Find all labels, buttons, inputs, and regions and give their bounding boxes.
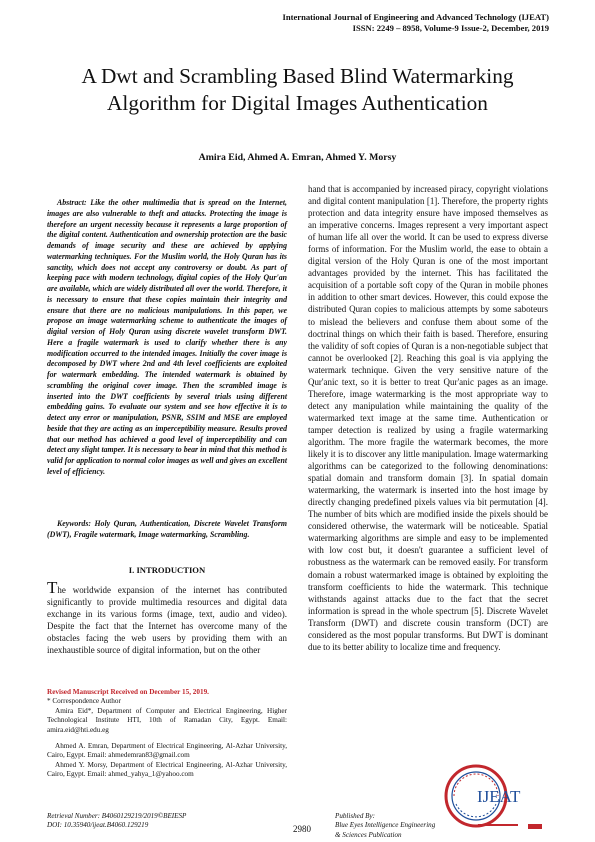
author1-affiliation: Amira Eid*, Department of Computer and Electrical Engineering, Higher Technological Institute HTI, 10th of Ramadan City, Egypt. Email: amira.eid@hti.edu.eg — [47, 706, 287, 734]
intro-body: he worldwide expansion of the internet has contributed significantly to provide multimedia resources and digital data exchange in its various forms (image, text, audio and video). Despite the fact that the Internet has overcome many of the obstacles facing the web users by providing them with an inexhaustible source of digital information, but on the other — [47, 585, 287, 656]
correspondence-note: * Correspondence Author — [47, 697, 121, 706]
retrieval-number: Retrieval Number: B4060129219/2019©BEIESP — [47, 812, 187, 820]
section-heading-introduction: I. INTRODUCTION — [128, 565, 206, 575]
right-column-text — [308, 183, 548, 653]
footer-publisher — [335, 812, 435, 840]
keywords — [47, 519, 287, 541]
issn-header: ISSN: 2249 – 8958, Volume-9 Issue-2, December, 2019 — [352, 23, 549, 33]
publisher-line2: & Sciences Publication — [335, 830, 402, 839]
right-column-body: hand that is accompanied by increased piracy, copyright violations and digital content manipulation [1]. Therefore, the property rights protection and data integrity ensure have imposed themselves as an imperative concerns. Images represent a very important aspect of human life all over the world. It can be used to express diverse forms of information. For the Muslim world, the ease to obtain a digital version of the Holy Quran is one of the most important advantages provided by the internet. This has facilitated the acquisition of a portable soft copy of the Quran in mobile phones in addition to other smart devices. However, this could expose the distributed Quran copies to malicious attempts by some saboteurs to mislead the believers and confuse them about some of the doctrinal things on which their faith is based. Therefore, ensuring the validity of soft copies of Quran is a non-negotiable subject that cannot be overlooked [2]. Reaching this goal is via applying the watermark technique. Given the very sensitive nature of the Qur'anic text, so it is better to treat Qur'anic pages as an image. Therefore, image watermarking is the most appropriate way to detect any manipulation while maintaining the quality of the watermarked text image at the same time. Authentication or tamper detection is realized by using a fragile watermarking algorithm. The more fragile the watermark becomes, the more likely it is to discover any little manipulation. Image watermarking algorithms can be categorized to the following denominations: spatial domain and transform domain [3]. In spatial domain watermarking, the watermark is inserted into the host image by directly changing predefined pixels values via bit permutation [4]. The number of bits which are modified inside the pixels should be considered otherwise, the watermark will be noticeable. Spatial watermarking algorithms are simple and easy to be implemented with low cost but, it doesn't guarantee a sufficient level of robustness as the watermark can be removed easily. For transform domain a robust watermarked image is obtained by exploiting the transform coefficients to hide the watermark. This technique withstands against attacks due to the fact that the secret information is spread in the whole spectrum [5]. Discrete Wavelet Transform (DWT) and discrete cousin transform (DCT) are considered as the most popular transforms. But DWT is dominant due to its better ability to localize time and frequency. — [308, 184, 548, 652]
ijeat-logo-seal — [440, 760, 550, 838]
doi: DOI: 10.35940/ijeat.B4060.129219 — [47, 821, 149, 830]
paper-authors: Amira Eid, Ahmed A. Emran, Ahmed Y. Morsy — [198, 152, 397, 163]
drop-cap: T — [47, 578, 58, 597]
author-footnotes — [47, 688, 287, 780]
author3-affiliation: Ahmed Y. Morsy, Department of Electrical Engineering, Al-Azhar University, Cairo, Egypt. Email: ahmed_yahya_1@yahoo.com — [47, 760, 287, 779]
abstract-text: Abstract: Like the other multimedia that is spread on the Internet, images are also vulnerable to theft and attacks. Protecting the image is therefore an urgent necessity because it represents a large proportion of the digital content. Authentication and ownership protection are the basic demands of image security and these are achieved by applying watermarking techniques. For the Muslim world, the Holy Quran has its sanctity, which does not accept any controversy or doubt. As part of keeping pace with modern technology, digital copies of the Holy Qur'an are available, which are widely distributed all over the world. Therefore, it is necessary to ensure that these copies maintain their integrity and ensure that there are no malicious manipulations. In this paper, we propose an image watermarking scheme to authenticate the images of digital version of Holy Quran using discrete wavelet transform DWT. Here a fragile watermark is used to clarify whether there is any modification occurred to the intended images. Initially the cover image is decomposed by DWT where 2nd and 4th level coefficients are exploited for watermark embedding. The intended watermark is obtained by scrambling the original cover image. Then the scrambled image is inserted into the DWT coefficients by several trials using different embedding gains. To evaluate our system and see how effective it is to detect any error or manipulation, PSNR, SSIM and MSE are employed beside that they are acting as an imperceptibility measure. Results proved that our method has achieved a good level of imperceptibility and can detect any slight tamper. It is necessary to bear in mind that this method is valid for application to normal color images as well and gives an excellent level of efficiency. — [47, 198, 287, 476]
page-number: 2980 — [293, 824, 311, 834]
paper-title: A Dwt and Scrambling Based Blind Watermarking Algorithm for Digital Images Authentication — [81, 64, 514, 115]
revised-date: Revised Manuscript Received on December 15, 2019. — [47, 688, 209, 696]
published-by: Published By: — [335, 812, 375, 820]
journal-header: International Journal of Engineering and Advanced Technology (IJEAT) — [282, 12, 549, 22]
introduction-text — [47, 578, 287, 656]
abstract — [47, 198, 287, 478]
logo-text: IJEAT — [477, 787, 521, 806]
publisher-line1: Blue Eyes Intelligence Engineering — [335, 821, 436, 830]
footer-left — [47, 812, 186, 831]
author2-affiliation: Ahmed A. Emran, Department of Electrical Engineering, Al-Azhar University, Cairo, Egypt. Email: ahmedemran83@gmail.com — [47, 742, 287, 760]
keywords-text: Keywords: Holy Quran, Authentication, Discrete Wavelet Transform (DWT), Fragile watermark, Image watermarking, Scrambling. — [47, 519, 287, 539]
